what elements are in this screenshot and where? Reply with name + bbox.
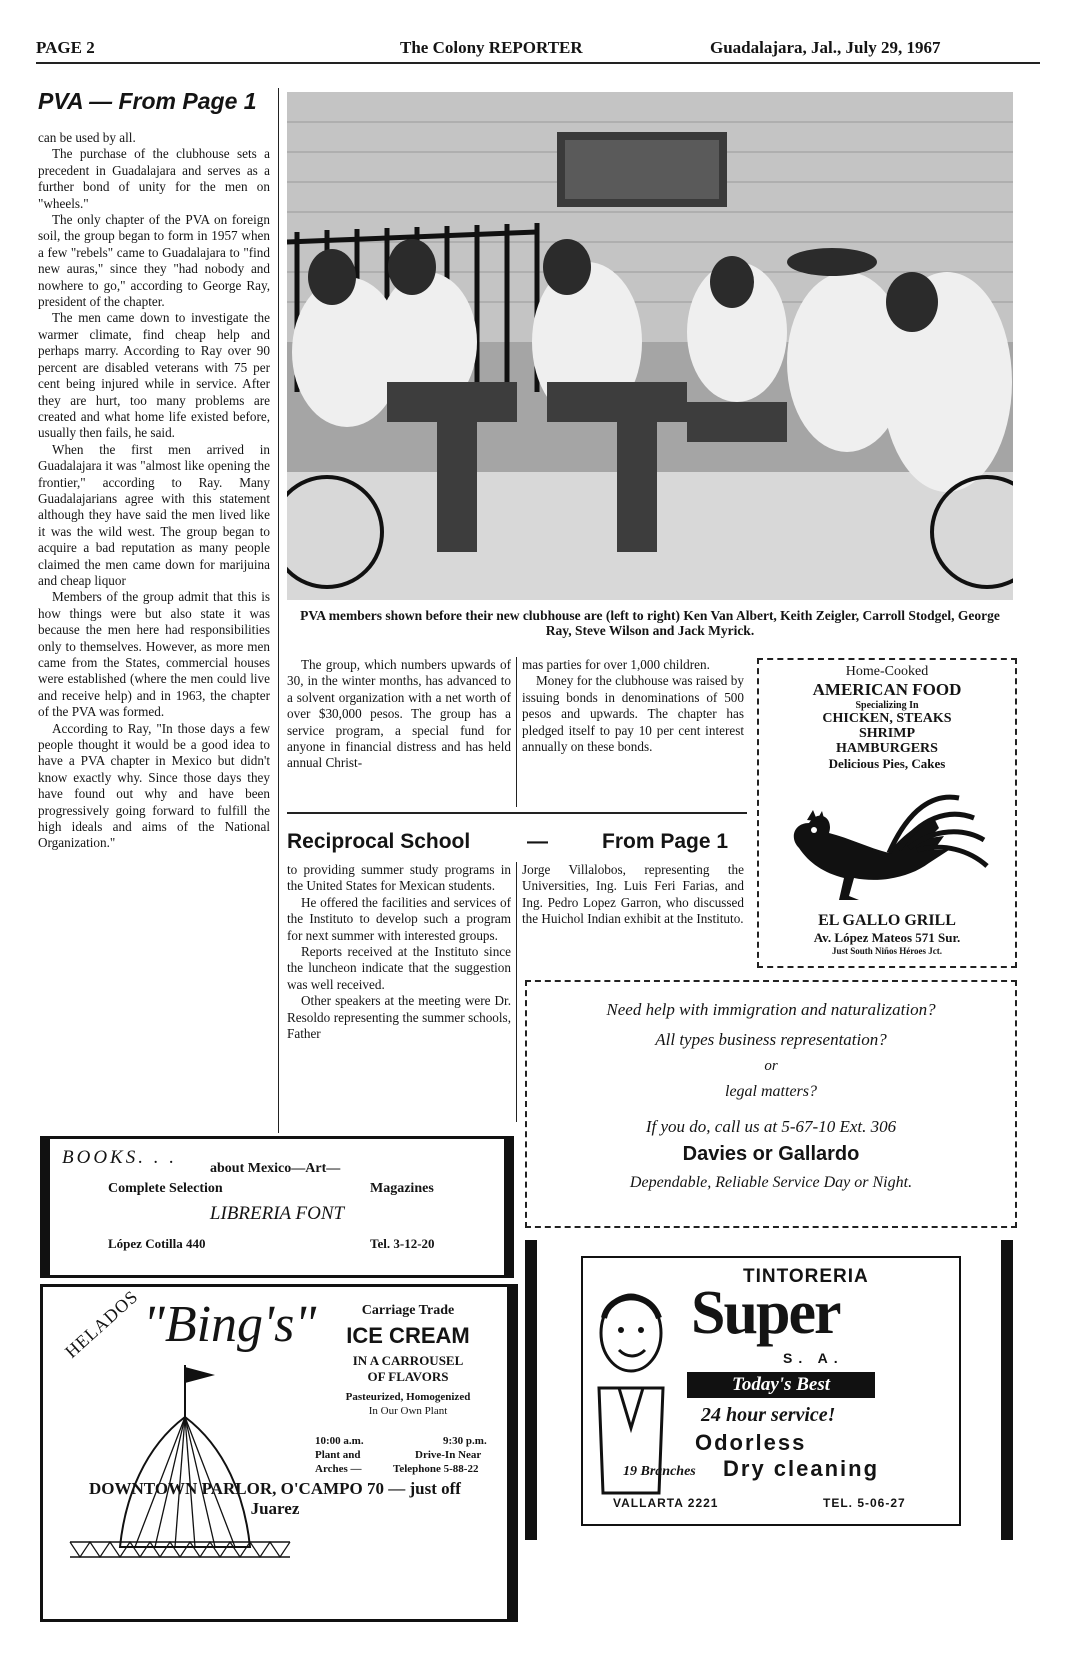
paragraph: When the first men arrived in Guadalajara it was "almost like opening the frontier," according to Ray. Many Guadalajarians agree with this statement although they have said the men lived like it was the wild west. The group began to acquire a bad reputation as many people claimed the men came down for marijuina and cheap liquor [38,441,270,588]
ad-line: or [764,1058,778,1074]
section-rule [287,812,747,814]
ad-line: Complete Selection [108,1181,223,1196]
ad-address: Just South Niños Héroes Jct. [831,946,943,956]
reciprocal-col1 [287,862,511,1042]
paragraph: mas parties for over 1,000 children. [522,657,710,672]
header-rule [36,62,1040,64]
photo-illustration [287,92,1013,600]
paragraph: The men came down to investigate the warmer climate, find cheap help and perhaps marry. According to Ray over 90 percent are disabled veterans with 75 per cent being injured while in service. After they are hurt, too many problems are created and what home life existed before, usually then fails, he said. [38,310,270,441]
paragraph: The group, which numbers upwards of 30, in the winter months, has advanced to a solvent organization with a net worth of over $30,000 pesos. The group has a service program, a special fund for anyone in financial distress and has held annual Christ- [287,657,511,771]
ad-line: CHICKEN, STEAKS [822,711,952,726]
paragraph: Other speakers at the meeting were Dr. Resoldo representing the summer schools, Father [287,993,511,1042]
paragraph: The purchase of the clubhouse sets a precedent in Guadalajara and serves as a further bond of unity for the men on "wheels." [38,146,270,211]
ad-inner-box [581,1256,961,1526]
ad-dry: Dry cleaning [723,1456,880,1481]
pva-story-col3 [522,657,744,755]
ad-line: Pasteurized, Homogenized [345,1391,471,1403]
ad-odorless: Odorless [695,1430,807,1455]
ad-sa: S. A. [783,1350,844,1366]
column-divider-2 [516,657,517,807]
column-divider-3 [516,862,517,1122]
ad-line: In Our Own Plant [368,1405,448,1417]
ad-service: 24 hour service! [701,1404,836,1426]
ad-name: EL GALLO GRILL [818,912,956,929]
paragraph: He offered the facilities and services of the Instituto to develop such a program for next summer with interested groups. [287,894,511,943]
paragraph: Money for the clubhouse was raised by issuing bonds in denominations of 500 pesos and upwards. The chapter has pledged itself to pay 10 per cent interest annually on these bonds. [522,673,744,755]
ad-border-right [507,1287,515,1619]
ad-line: Specializing In [855,700,919,711]
ad-line: SHRIMP [859,726,915,741]
ad-title: BOOKS. . . [62,1147,177,1168]
dateline: Guadalajara, Jal., July 29, 1967 [710,38,941,57]
ad-bing: "Bing's" [143,1296,317,1353]
ad-line: Delicious Pies, Cakes [828,756,946,771]
el-gallo-grill-ad [757,658,1017,968]
column-divider-1 [278,88,279,1133]
ad-border-right [1001,1240,1013,1540]
ad-line: HAMBURGERS [836,741,938,756]
ad-line: legal matters? [725,1083,817,1100]
ad-line: Need help with immigration and naturalization? [606,1000,936,1019]
ad-phone: TEL. 5-06-27 [823,1496,906,1510]
ad-line: Plant and [315,1449,361,1461]
reciprocal-headline-right: From Page 1 [602,830,729,853]
ad-line: about Mexico—Art— [210,1161,341,1176]
ad-line: All types business representation? [655,1030,887,1049]
bings-ice-cream-ad [40,1284,518,1622]
ad-line: Magazines [370,1181,434,1196]
paragraph: Members of the group admit that this is how things were but also state it was because the men here had responsibilities only to themselves. However, as more men came from the States, commercial houses were established (where the men could live and receive help) and in 1963, the chapter of the PVA was formed. [38,589,270,720]
ad-line: If you do, call us at 5-67-10 Ext. 306 [645,1117,897,1136]
page-number: PAGE 2 [36,38,95,57]
pva-story-column [38,130,270,852]
ad-border-left [525,1240,537,1540]
tintoreria-super-ad [525,1240,1013,1540]
ad-line: Arches — [315,1463,362,1475]
ad-hours-close: 9:30 p.m. [443,1435,487,1447]
rooster-icon [759,778,1015,908]
paragraph: The only chapter of the PVA on foreign soil, the group began to form in 1957 when a few "rebels" came to Guadalajara to "find new auras," since they "had nobody and nowhere to go," according to George Ray, president of the chapter. [38,212,270,310]
paragraph: Reports received at the Instituto since the luncheon indicate that the suggestion was well received. [287,944,511,992]
ad-address: López Cotilla 440 [108,1236,206,1251]
pva-story-col2 [287,657,511,772]
ad-store: LIBRERIA FONT [209,1203,345,1224]
pva-headline: PVA — From Page 1 [38,88,257,114]
ad-best: Today's Best [732,1374,830,1395]
ad-line: Drive-In Near [415,1449,482,1461]
paragraph: Jorge Villalobos, representing the Universities, Ing. Luis Feri Farias, and Ing. Pedro Lopez Garron, who discussed the Huichol Indian exhibit at the Instituto. [522,862,744,927]
paragraph: can be used by all. [38,130,136,145]
ad-address: VALLARTA 2221 [613,1496,719,1510]
ad-phone: Tel. 3-12-20 [370,1236,435,1251]
ad-branches: 19 Branches [623,1464,696,1479]
ad-address: Av. López Mateos 571 Sur. [813,930,961,945]
books-ad [40,1136,514,1278]
paragraph: According to Ray, "In those days a few people thought it would be a good idea to have a PVA chapter in Mexico but didn't know exactly why. Since those days they have found out why and have been progressively going forward to fulfill the high ideals and aims of the National Organization." [38,720,270,851]
ad-best-banner [687,1372,875,1398]
carrousel-icon [65,1357,295,1567]
ad-brand: Super [691,1279,840,1347]
ad-line: AMERICAN FOOD [812,680,962,699]
reciprocal-headline-left: Reciprocal School [287,830,471,853]
davies-gallardo-ad [525,980,1017,1228]
ad-phone: Telephone 5-88-22 [393,1463,479,1475]
newspaper-name: The Colony REPORTER [400,38,583,57]
ad-downtown: Juarez [250,1499,300,1518]
ad-line: Home-Cooked [845,664,929,679]
paragraph: to providing summer study programs in the United States for Mexican students. [287,862,511,894]
reciprocal-headline-dash: — [527,830,548,853]
ad-top: TINTORERIA [743,1266,869,1287]
ad-hours-open: 10:00 a.m. [315,1435,364,1447]
pva-members-photo [287,92,1013,600]
ad-downtown: DOWNTOWN PARLOR, O'CAMPO 70 — just off [89,1479,461,1498]
ad-line: ICE CREAM [346,1323,470,1348]
ad-line: IN A CARROUSEL [352,1353,464,1368]
ad-tagline: Dependable, Reliable Service Day or Night. [629,1174,913,1191]
ad-line: OF FLAVORS [367,1369,449,1384]
photo-caption: PVA members shown before their new clubhouse are (left to right) Ken Van Albert, Keith Zeigler, Carroll Stodgel, George Ray, Steve Wilson and Jack Myrick. [300,608,1000,638]
ad-line: Carriage Trade [361,1303,455,1318]
ad-name: Davies or Gallardo [682,1143,860,1165]
reciprocal-col2 [522,862,744,928]
ad-helados: HELADOS [61,1286,143,1362]
